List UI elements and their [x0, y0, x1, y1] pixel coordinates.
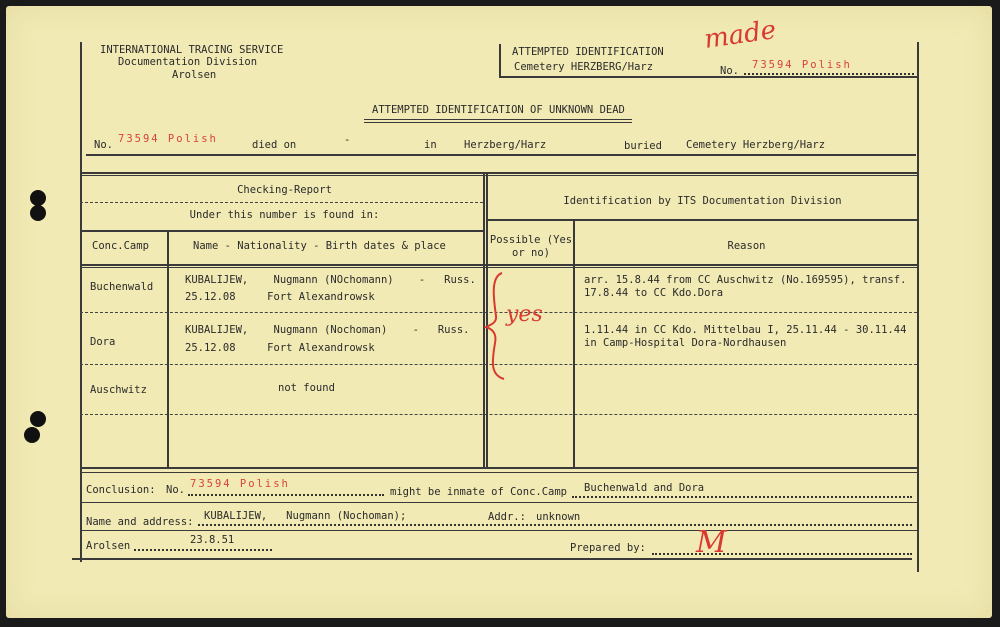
conclusion-might-be: might be inmate of Conc.Camp	[390, 486, 568, 498]
footer-date: 23.8.51	[190, 534, 235, 546]
addr-label: Addr.:	[488, 511, 526, 523]
row1-camp: Buchenwald	[90, 281, 154, 293]
org-line-3: Arolsen	[172, 69, 217, 81]
header-box-bottom	[499, 76, 917, 78]
conclusion-label: Conclusion:	[86, 484, 156, 496]
header-box-no-dots	[744, 73, 914, 75]
conclusion-no-label: No.	[166, 484, 185, 496]
handwritten-yes: yes	[506, 302, 543, 327]
title-underline-1	[364, 119, 632, 120]
page-title: ATTEMPTED IDENTIFICATION OF UNKNOWN DEAD	[372, 104, 625, 116]
conclusion-no-dots	[188, 494, 384, 496]
header-box-left	[499, 44, 501, 76]
record-buried-label: buried	[624, 140, 662, 152]
prepared-by-label: Prepared by:	[570, 542, 646, 554]
index-card	[6, 6, 992, 618]
right-title-divider	[486, 219, 917, 221]
record-died-label: died on	[252, 139, 297, 151]
record-died-value: -	[344, 134, 351, 146]
punch-hole-2	[30, 205, 46, 221]
punch-hole-3	[30, 411, 46, 427]
record-no-label: No.	[94, 139, 113, 151]
conclusion-camps: Buchenwald and Dora	[584, 482, 705, 494]
row3-camp: Auschwitz	[90, 384, 147, 396]
footer-place: Arolsen	[86, 540, 131, 552]
conclusion-top-line	[80, 472, 917, 473]
row1-reason-line1: arr. 15.8.44 from CC Auschwitz (No.169595), transf.	[584, 274, 907, 286]
record-buried-value: Cemetery Herzberg/Harz	[686, 139, 826, 151]
record-underline	[86, 154, 916, 156]
row1-name-line1: KUBALIJEW, Nugmann (NOchomann) - Russ.	[185, 274, 476, 286]
left-title-divider	[80, 202, 483, 203]
column-header-bottom	[80, 264, 917, 266]
left-subtitle-divider	[80, 230, 483, 232]
name-address-label: Name and address:	[86, 516, 194, 528]
header-box-no-value: 73594 Polish	[752, 59, 852, 71]
row2-name-line1: KUBALIJEW, Nugmann (Nochoman) - Russ.	[185, 324, 470, 336]
column-header-bottom-2	[80, 267, 917, 268]
handwritten-made: made	[702, 15, 778, 55]
row3-name-line1: not found	[278, 382, 335, 394]
name-address-dots	[198, 524, 912, 526]
conclusion-camps-dots	[572, 496, 912, 498]
punch-hole-4	[24, 427, 40, 443]
title-underline-2	[364, 122, 632, 123]
row2-reason-line1: 1.11.44 in CC Kdo. Mittelbau I, 25.11.44 - 30.11.44	[584, 324, 907, 336]
org-line-1: INTERNATIONAL TRACING SERVICE	[100, 44, 284, 56]
row2-reason-line2: in Camp-Hospital Dora-Nordhausen	[584, 337, 787, 349]
row1-name-line2: 25.12.08 Fort Alexandrowsk	[185, 291, 375, 303]
conclusion-no-value: 73594 Polish	[190, 478, 290, 490]
col-conc-camp: Conc.Camp	[92, 240, 149, 252]
right-col-divider	[573, 219, 575, 468]
right-section-title: Identification by ITS Documentation Division	[563, 195, 842, 207]
row2-camp: Dora	[90, 336, 116, 348]
row-separator-3	[80, 414, 917, 415]
footer-date-dots	[134, 549, 272, 551]
col-name-nationality: Name - Nationality - Birth dates & place	[193, 240, 446, 252]
table-top-line-2	[80, 175, 917, 176]
frame-bottom	[72, 558, 912, 560]
conclusion-bottom-line	[80, 502, 917, 503]
header-box-no-label: No.	[720, 65, 739, 77]
prepared-by-dots	[652, 553, 912, 555]
row1-reason-line2: 17.8.44 to CC Kdo.Dora	[584, 287, 724, 299]
name-address-value: KUBALIJEW, Nugmann (Nochoman);	[204, 510, 407, 522]
punch-hole-1	[30, 190, 46, 206]
table-bottom-line	[80, 467, 917, 469]
record-in-label: in	[424, 139, 437, 151]
header-box-cemetery: Cemetery HERZBERG/Harz	[514, 61, 654, 73]
left-section-subtitle: Under this number is found in:	[189, 209, 380, 221]
table-top-line	[80, 172, 917, 174]
left-section-title: Checking-Report	[237, 184, 332, 196]
header-box-title: ATTEMPTED IDENTIFICATION	[512, 46, 664, 58]
record-in-value: Herzberg/Harz	[464, 139, 547, 151]
prepared-by-initial: M	[696, 525, 727, 560]
frame-left	[80, 42, 82, 562]
frame-right	[917, 42, 919, 572]
addr-value: unknown	[536, 511, 581, 523]
left-col-divider	[167, 230, 169, 468]
col-reason: Reason	[727, 240, 766, 252]
org-line-2: Documentation Division	[118, 56, 258, 68]
col-possible: Possible (Yes or no)	[489, 234, 573, 259]
row2-name-line2: 25.12.08 Fort Alexandrowsk	[185, 342, 375, 354]
name-address-bottom-line	[80, 530, 917, 531]
record-no-value: 73594 Polish	[118, 133, 218, 145]
